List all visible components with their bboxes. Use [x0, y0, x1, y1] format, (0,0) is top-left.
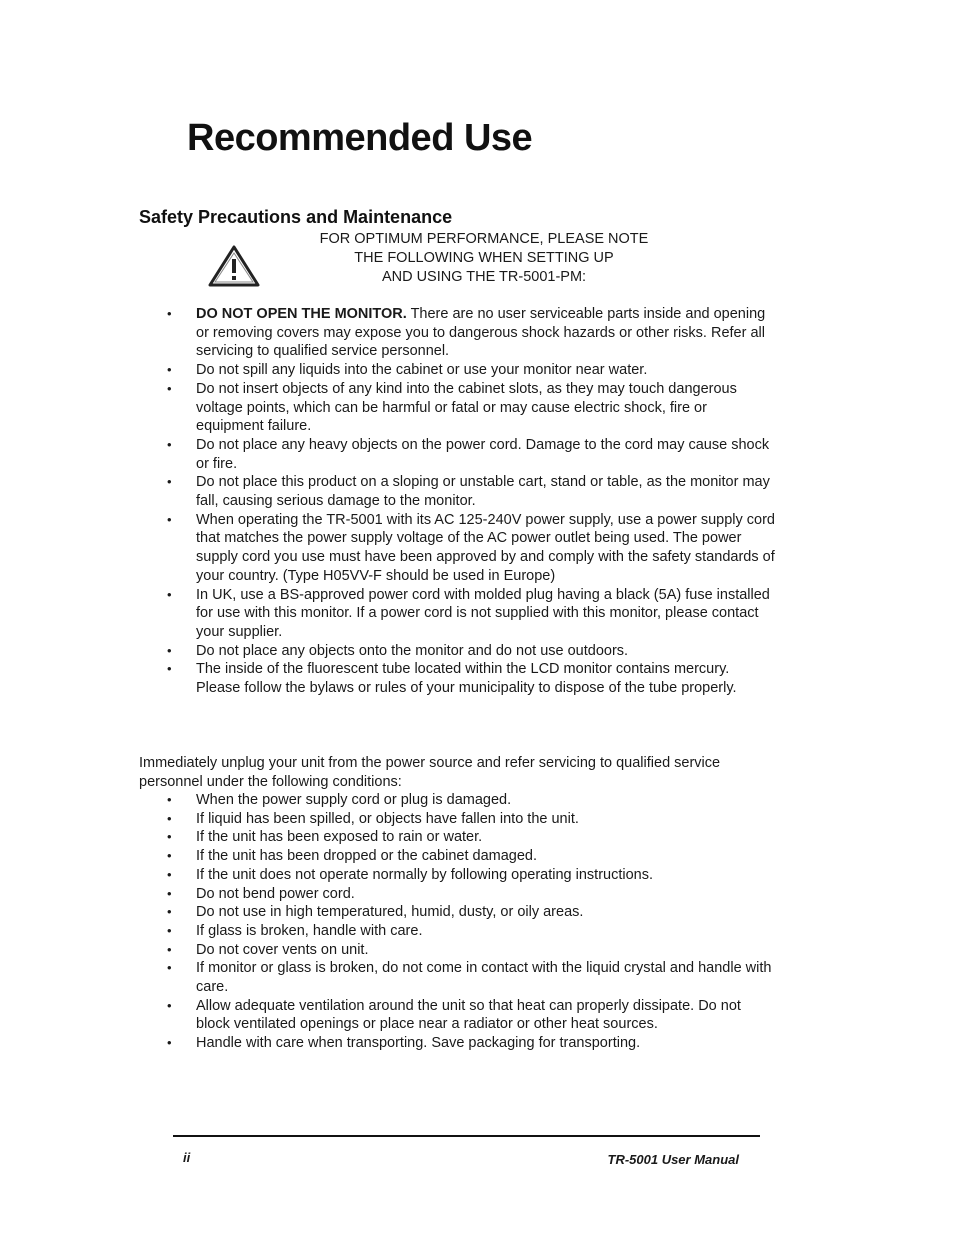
footer-manual-name: TR-5001 User Manual: [607, 1152, 739, 1167]
list-item: [0, 903, 776, 922]
bullet-icon: •: [167, 941, 172, 957]
list-item-text: Do not insert objects of any kind into the cabinet slots, as they may touch dangerous voltage points, which can be harmful or fatal or may cause electric shock, fire or equipment failure.: [196, 380, 737, 435]
list-item: [0, 642, 776, 661]
list-item: [0, 361, 776, 380]
safety-precautions-list: [0, 305, 954, 698]
bullet-icon: •: [167, 997, 172, 1013]
bullet-icon: •: [167, 586, 172, 602]
bullet-icon: •: [167, 848, 172, 864]
list-item-text: Do not place any objects onto the monitor and do not use outdoors.: [196, 642, 629, 659]
list-item: [0, 866, 776, 885]
note-line: AND USING THE TR-5001-PM:: [381, 269, 587, 285]
list-item-text: If liquid has been spilled, or objects have fallen into the unit.: [196, 810, 579, 827]
bullet-icon: •: [167, 866, 172, 882]
bullet-icon: •: [167, 810, 172, 826]
list-item: [0, 380, 776, 436]
list-item: [0, 885, 776, 904]
list-item-text: Do not use in high temperatured, humid, dusty, or oily areas.: [196, 904, 584, 921]
bullet-icon: •: [167, 829, 172, 845]
list-item-text: Allow adequate ventilation around the unit so that heat can properly dissipate. Do not block ventilated openings or place near a radiator or other heat sources.: [196, 997, 741, 1033]
section-heading: Safety Precautions and Maintenance: [139, 207, 453, 227]
setup-note: [284, 230, 684, 287]
footer-divider: [173, 1135, 760, 1137]
list-item-text: Do not spill any liquids into the cabinet or use your monitor near water.: [196, 362, 648, 379]
list-item-text: If monitor or glass is broken, do not come in contact with the liquid crystal and handle with care.: [196, 960, 772, 996]
bullet-icon: •: [167, 922, 172, 938]
warning-triangle-icon: [207, 244, 261, 288]
list-item-text: When operating the TR-5001 with its AC 125-240V power supply, use a power supply cord that matches the power supply voltage of the AC power outlet being used. The power supply cord you use must have been approved by and comply with the safety standards of your country. (Type H05VV-F should be used in Europe): [196, 511, 775, 584]
bullet-icon: •: [167, 362, 172, 378]
list-item-text: There are no user serviceable parts inside and opening or removing covers may expose you to dangerous shock hazards or other risks. Refer all servicing to qualified service personnel.: [196, 306, 766, 360]
list-item: [0, 660, 776, 697]
list-item-lead: DO NOT OPEN THE MONITOR.: [196, 306, 407, 322]
bullet-icon: •: [167, 642, 172, 658]
note-line: FOR OPTIMUM PERFORMANCE, PLEASE NOTE: [319, 231, 649, 247]
bullet-icon: •: [167, 474, 172, 490]
list-item: [0, 791, 776, 810]
list-item: [0, 959, 776, 996]
list-item-text: When the power supply cord or plug is damaged.: [196, 792, 512, 808]
bullet-icon: •: [167, 885, 172, 901]
list-item-text: If the unit has been dropped or the cabinet damaged.: [196, 848, 537, 865]
bullet-icon: •: [167, 511, 172, 527]
footer-page-number: ii: [183, 1150, 191, 1165]
list-item: [0, 436, 776, 473]
unplug-conditions-list: [0, 791, 954, 1053]
list-item: [0, 511, 776, 586]
list-item-text: Do not place this product on a sloping or unstable cart, stand or table, as the monitor may fall, causing serious damage to the monitor.: [196, 474, 770, 510]
bullet-icon: •: [167, 306, 172, 321]
list-item-text: Do not cover vents on unit.: [196, 941, 369, 958]
list-item: [0, 828, 776, 847]
list-item: [0, 922, 776, 941]
list-item: [0, 847, 776, 866]
list-item: [0, 941, 776, 960]
list-item-text: If the unit does not operate normally by following operating instructions.: [196, 866, 654, 883]
bullet-icon: •: [167, 661, 172, 677]
bullet-icon: •: [167, 1035, 172, 1051]
unplug-intro-paragraph: Immediately unplug your unit from the power source and refer servicing to qualified service personnel under the following conditions:: [139, 755, 721, 790]
list-item: [0, 586, 776, 642]
list-item-text: Do not place any heavy objects on the power cord. Damage to the cord may cause shock or fire.: [196, 436, 770, 472]
list-item-text: Do not bend power cord.: [196, 885, 355, 902]
bullet-icon: •: [167, 904, 172, 920]
bullet-icon: •: [167, 792, 172, 807]
list-item-text: Handle with care when transporting. Save packaging for transporting.: [196, 1035, 641, 1052]
list-item-text: If the unit has been exposed to rain or water.: [196, 829, 483, 846]
bullet-icon: •: [167, 960, 172, 976]
note-line: THE FOLLOWING WHEN SETTING UP: [354, 250, 614, 266]
list-item: [0, 997, 776, 1034]
bullet-icon: •: [167, 436, 172, 452]
bullet-icon: •: [167, 380, 172, 396]
list-item: [0, 1034, 776, 1053]
list-item-text: The inside of the fluorescent tube located within the LCD monitor contains mercury. Please follow the bylaws or rules of your municipality to dispose of the tube properly.: [196, 661, 737, 697]
list-item: [0, 810, 776, 829]
list-item: [0, 305, 776, 361]
list-item: [0, 473, 776, 510]
list-item-text: In UK, use a BS-approved power cord with molded plug having a black (5A) fuse installed for use with this monitor. If a power cord is not supplied with this monitor, please contact your supplier.: [196, 586, 770, 640]
list-item-text: If glass is broken, handle with care.: [196, 922, 423, 939]
page-title: Recommended Use: [187, 117, 533, 159]
